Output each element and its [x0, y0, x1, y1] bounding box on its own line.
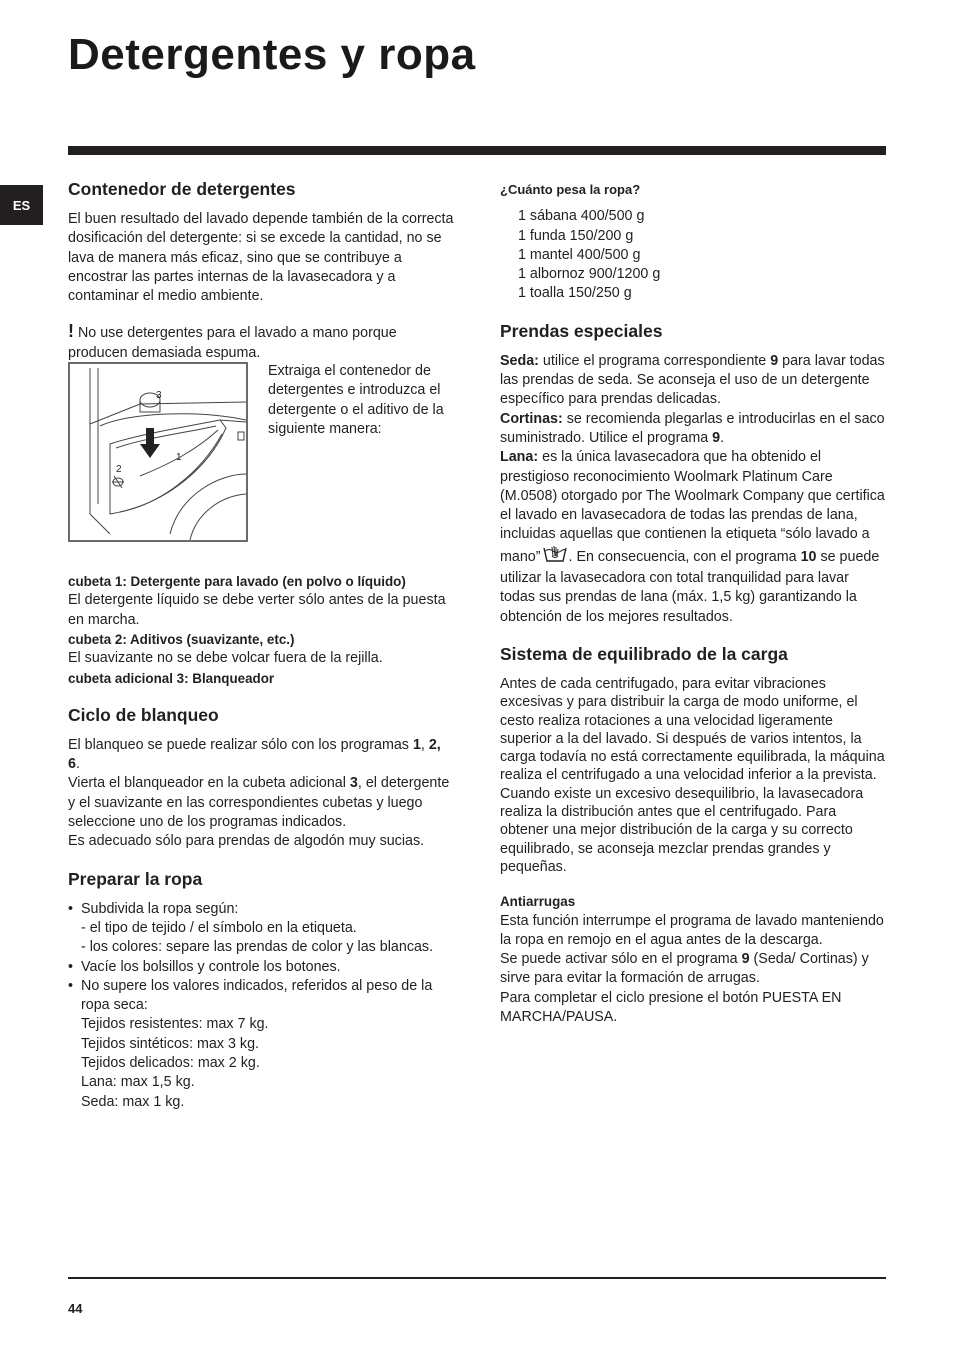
preparar-bullet-3: • No supere los valores indicados, referidos al peso de la ropa seca: [68, 977, 456, 1016]
weight-item: 1 sábana 400/500 g [518, 208, 645, 225]
equilibrado-heading: Sistema de equilibrado de la carga [500, 643, 788, 664]
weight-limit-item: Tejidos resistentes: max 7 kg. [81, 1016, 269, 1033]
language-tab: ES [0, 185, 43, 225]
contenedor-heading: Contenedor de detergentes [68, 179, 296, 199]
preparar-bullet-1: • Subdivida la ropa según: [68, 900, 456, 919]
preparar-heading: Preparar la ropa [68, 868, 203, 889]
figure-label-3: 3 [156, 390, 162, 402]
antiarrugas-text-3: Para completar el ciclo presione el botón PUESTA EN MARCHA/PAUSA. [500, 989, 842, 1025]
preparar-bullet-2: • Vacíe los bolsillos y controle los botones. [68, 958, 456, 977]
cubeta-1-title: cubeta 1: Detergente para lavado (en polvo o líquido) [68, 574, 406, 590]
weight-limit-item: Tejidos delicados: max 2 kg. [81, 1055, 260, 1072]
detergent-drawer-drawing [70, 364, 246, 540]
cubeta-2-title: cubeta 2: Aditivos (suavizante, etc.) [68, 631, 295, 647]
weight-item: 1 funda 150/200 g [518, 227, 634, 244]
top-rule [68, 146, 886, 155]
weight-limit-item: Lana: max 1,5 kg. [81, 1074, 195, 1091]
lana-paragraph: Lana: es la única lavasecadora que ha obtenido el prestigioso reconocimiento Woolmark Platinum Care (M.0508) otorgado por The Woolmark Company que certifica el lavado en lavasecadora de todas las prendas de lana, incluidas aquellas que contienen la etiqueta “sólo lavado a mano” . En consecuencia, con el programa 10 se puede utilizar la lavasecadora con total tranquilidad para lavar todas sus prendas de lana (máx. 1,5 kg) garantizando la obtención de los mejores resultados. [500, 449, 885, 625]
blanqueo-heading: Ciclo de blanqueo [68, 704, 219, 725]
cubeta-2-text: El suavizante no se debe volcar fuera de la rejilla. [68, 650, 383, 667]
figure-caption: Extraiga el contenedor de detergentes e introduzca el detergente o el aditivo de la siguiente manera: [268, 363, 444, 437]
hand-wash-icon [543, 545, 567, 569]
antiarrugas-text-1: Esta función interrumpe el programa de lavado manteniendo la ropa en remojo en el agua antes de la descarga. [500, 912, 884, 948]
weight-item: 1 mantel 400/500 g [518, 246, 641, 263]
right-column [500, 178, 886, 1027]
warning-note [68, 322, 456, 363]
contenedor-intro: El buen resultado del lavado depende también de la correcta dosificación del detergente: si se excede la cantidad, no se lava de manera más eficaz, sino que se contribuye a encostrar las partes internas de la lavasecadora y a contaminar el medio ambiente. [68, 211, 454, 305]
preparar-sub-1: - el tipo de tejido / el símbolo en la etiqueta. [81, 919, 357, 936]
weight-limits-list [68, 1015, 456, 1111]
cubeta-1-text: El detergente líquido se debe verter sólo antes de la puesta en marcha. [68, 592, 446, 628]
blanqueo-instructions: Vierta el blanqueador en la cubeta adicional 3, el detergente y el suavizante en las correspondientes cubetas y luego seleccione uno de los programas indicados. [68, 775, 450, 831]
left-column [68, 178, 456, 1112]
weight-limit-item: Tejidos sintéticos: max 3 kg. [81, 1035, 259, 1052]
antiarrugas-heading: Antiarrugas [500, 894, 576, 910]
weight-item: 1 toalla 150/250 g [518, 285, 632, 302]
warning-text: No use detergentes para el lavado a mano porque producen demasiada espuma. [68, 325, 397, 361]
blanqueo-note: Es adecuado sólo para prendas de algodón muy sucias. [68, 833, 425, 850]
preparar-sub-2: - los colores: separe las prendas de color y las blancas. [81, 939, 434, 956]
cortinas-paragraph: Cortinas: se recomienda plegarlas e introducirlas en el saco suministrado. Utilice el programa 9. [500, 410, 885, 446]
peso-heading: ¿Cuánto pesa la ropa? [500, 182, 641, 197]
figure-label-1: 1 [176, 452, 182, 464]
weight-limit-item: Seda: max 1 kg. [81, 1093, 185, 1110]
dispenser-illustration [68, 362, 248, 542]
weights-list [500, 207, 886, 303]
equilibrado-text: Antes de cada centrifugado, para evitar vibraciones excesivas y para distribuir la carga de modo uniforme, el cesto realiza rotaciones a una velocidad ligeramente superior a la del lavado. Si después de varios intentos, la carga todavía no está correctamente equilibrada, la máquina realiza el centrifugado a una velocidad inferior a la prevista. Cuando existe un excesivo desequilibrio, la lavasecadora realiza la distribución antes que el centrifugado. Para obtener una mejor distribución de la carga y su correcto equilibrado, se aconseja mezclar prendas grandes y pequeñas. [500, 675, 885, 875]
cubeta-3-title: cubeta adicional 3: Blanqueador [68, 670, 275, 686]
especiales-heading: Prendas especiales [500, 320, 663, 341]
weight-item: 1 albornoz 900/1200 g [518, 266, 661, 283]
seda-paragraph: Seda: utilice el programa correspondiente 9 para lavar todas las prendas de seda. Se aconseja el uso de un detergente específico para prendas delicadas. [500, 352, 885, 408]
bottom-rule [68, 1277, 886, 1279]
figure-label-2: 2 [116, 464, 122, 476]
page-title: Detergentes y ropa [68, 30, 476, 79]
antiarrugas-text-2: Se puede activar sólo en el programa 9 (Seda/ Cortinas) y sirve para evitar la formación de arrugas. [500, 951, 869, 987]
page-number: 44 [68, 1301, 83, 1316]
blanqueo-programs: El blanqueo se puede realizar sólo con los programas 1, 2, 6. [68, 736, 441, 773]
warning-icon: ! [68, 321, 74, 342]
